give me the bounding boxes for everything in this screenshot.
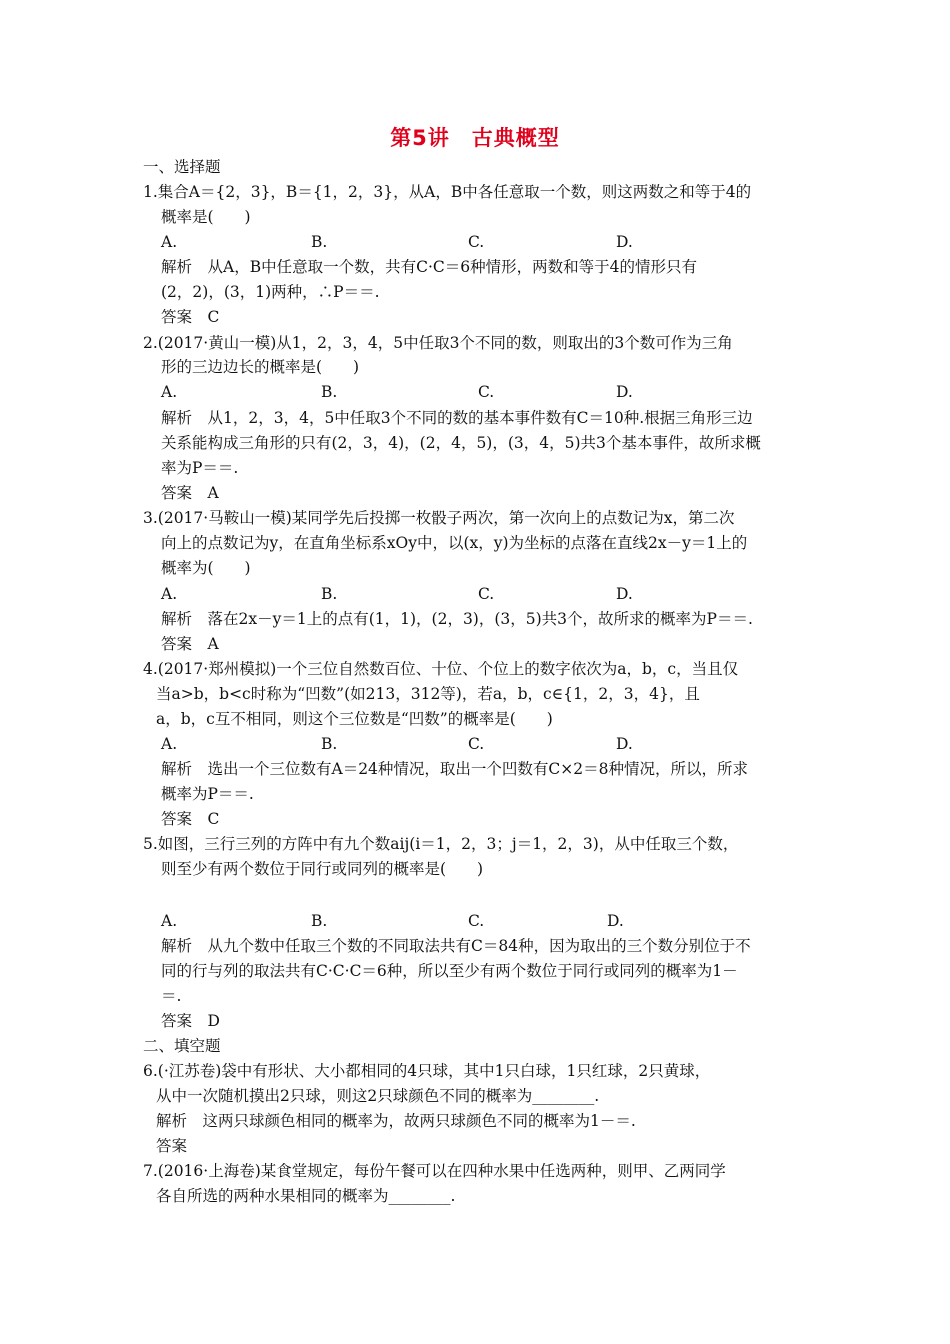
question-4-answer: 答案 C [161,810,220,828]
question-2-analysis-1: 解析 从1，2，3，4，5中任取3个不同的数的基本事件数有C＝10种.根据三角形三边 [161,409,753,427]
question-4-line-1: 4.(2017·郑州模拟)一个三位自然数百位、十位、个位上的数字依次为a，b，c，当且仅 [143,660,739,678]
question-4-line-3: a，b，c互不相同，则这个三位数是“凹数”的概率是( ) [156,710,553,728]
question-4-line-2: 当a>b，b<c时称为“凹数”(如213，312等)，若a，b，c∈{1，2，3，4}，且 [156,685,700,703]
question-4-analysis-2: 概率为P＝＝. [161,785,254,803]
option-c: C. [468,233,485,251]
option-d: D. [616,383,633,401]
option-c: C. [478,383,495,401]
option-a: A. [161,383,178,401]
question-2-line-2: 形的三边边长的概率是( ) [161,358,360,376]
question-1-line-1: 1.集合A＝{2，3}，B＝{1，2，3}，从A，B中各任意取一个数，则这两数之和等于4的 [143,183,752,201]
question-6-analysis-1: 解析 这两只球颜色相同的概率为，故两只球颜色不同的概率为1－＝. [156,1112,636,1130]
question-3-line-1: 3.(2017·马鞍山一模)某同学先后投掷一枚骰子两次，第一次向上的点数记为x，第二次 [143,509,735,527]
question-7-line-1: 7.(2016·上海卷)某食堂规定，每份午餐可以在四种水果中任选两种，则甲、乙两同学 [143,1162,726,1180]
option-a: A. [161,233,178,251]
question-3-answer: 答案 A [161,635,219,653]
question-7-line-2: 各自所选的两种水果相同的概率为________. [156,1187,456,1205]
option-d: D. [607,912,624,930]
option-c: C. [478,585,495,603]
section-heading-choice: 一、选择题 [143,158,221,176]
question-3-line-3: 概率为( ) [161,559,251,577]
option-b: B. [311,233,328,251]
question-1-analysis-1: 解析 从A，B中任意取一个数，共有C·C＝6种情形，两数和等于4的情形只有 [161,258,697,276]
question-6-answer: 答案 [156,1137,188,1155]
question-6-line-1: 6.(·江苏卷)袋中有形状、大小都相同的4只球，其中1只白球，1只红球，2只黄球， [143,1062,711,1080]
option-d: D. [616,585,633,603]
option-a: A. [161,735,178,753]
question-1-answer: 答案 C [161,308,220,326]
question-6-line-2: 从中一次随机摸出2只球，则这2只球颜色不同的概率为________. [156,1087,600,1105]
question-5-analysis-1: 解析 从九个数中任取三个数的不同取法共有C＝84种，因为取出的三个数分别位于不 [161,937,751,955]
question-2-analysis-3: 率为P＝＝. [161,459,239,477]
question-5-answer: 答案 D [161,1012,220,1030]
option-a: A. [161,585,178,603]
question-5-line-1: 5.如图，三行三列的方阵中有九个数aij(i＝1，2，3；j＝1，2，3)，从中任取三个数， [143,835,739,853]
option-b: B. [311,912,328,930]
question-5-line-2: 则至少有两个数位于同行或同列的概率是( ) [161,860,484,878]
option-d: D. [616,735,633,753]
question-2-answer: 答案 A [161,484,219,502]
question-5-analysis-3: ＝. [161,987,182,1005]
question-1-analysis-2: (2，2)，(3，1)两种，∴P＝＝. [161,283,380,301]
option-b: B. [321,585,338,603]
question-3-analysis-1: 解析 落在2x－y＝1上的点有(1，1)，(2，3)，(3，5)共3个，故所求的概率为P＝＝. [161,610,753,628]
question-1-line-2: 概率是( ) [161,208,251,226]
page-title: 第5讲 古典概型 [390,126,560,150]
option-b: B. [321,735,338,753]
option-b: B. [321,383,338,401]
question-3-line-2: 向上的点数记为y，在直角坐标系xOy中，以(x，y)为坐标的点落在直线2x－y＝1上的 [161,534,748,552]
question-5-analysis-2: 同的行与列的取法共有C·C·C＝6种，所以至少有两个数位于同行或同列的概率为1－ [161,962,738,980]
option-a: A. [161,912,178,930]
question-4-analysis-1: 解析 选出一个三位数有A＝24种情况，取出一个凹数有C×2＝8种情况，所以，所求 [161,760,748,778]
question-2-analysis-2: 关系能构成三角形的只有(2，3，4)，(2，4，5)，(3，4，5)共3个基本事件，故所求概 [161,434,761,452]
question-2-line-1: 2.(2017·黄山一模)从1，2，3，4，5中任取3个不同的数，则取出的3个数可作为三角 [143,334,733,352]
option-c: C. [468,735,485,753]
option-c: C. [468,912,485,930]
option-d: D. [616,233,633,251]
section-heading-fill: 二、填空题 [143,1037,221,1055]
